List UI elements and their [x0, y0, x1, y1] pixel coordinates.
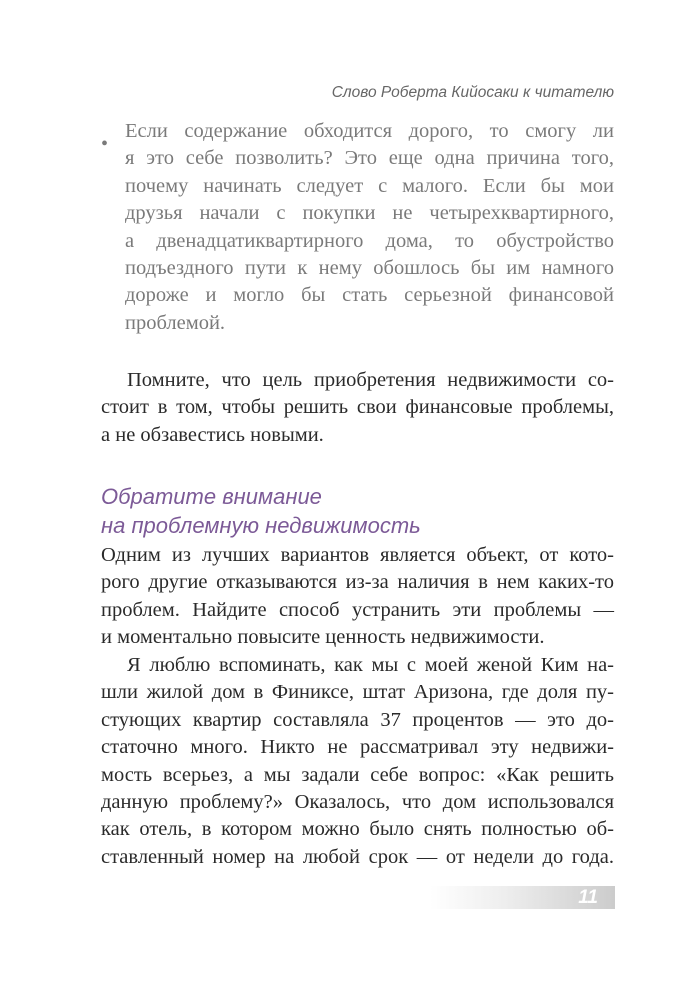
text-line: Одним из лучших вариантов является объект, от кото-	[101, 544, 614, 566]
text-line: подъездного пути к нему обошлось бы им намного	[125, 256, 614, 279]
paragraph	[101, 367, 614, 449]
text-line: а двенадцатиквартирного дома, то обустройство	[125, 229, 614, 252]
section-heading	[101, 482, 421, 540]
text-line: ставленный номер на любой срок — от недели до года.	[101, 845, 614, 868]
text-line: Помните, что цель приобретения недвижимости со-	[127, 369, 614, 391]
text-line: я это себе позволить? Это еще одна причина того,	[125, 147, 614, 170]
heading-line: на проблемную недвижимость	[101, 513, 421, 538]
text-line: Если содержание обходится дорого, то смогу ли	[125, 120, 614, 142]
text-line: Я люблю вспоминать, как мы с моей женой Ким на-	[127, 654, 614, 676]
text-line: мость всерьез, а мы задали себе вопрос: «Как решить	[101, 763, 614, 786]
text-line: рого другие отказываются из-за наличия в нем каких-то	[101, 571, 614, 594]
paragraph	[101, 542, 614, 652]
paragraph	[101, 652, 614, 871]
text-line: друзья начали с покупки не четырехквартирного,	[125, 202, 614, 225]
text-line: стующих квартир составляла 37 процентов — это до-	[101, 708, 614, 731]
text-line: шли жилой дом в Финиксе, штат Аризона, где доля пу-	[101, 681, 614, 704]
page-number: 11	[578, 887, 598, 908]
bullet-paragraph	[125, 118, 614, 337]
running-head: Слово Роберта Кийосаки к читателю	[331, 84, 614, 101]
text-line: проблем. Найдите способ устранить эти проблемы —	[101, 598, 614, 621]
heading-line: Обратите внимание	[101, 484, 322, 509]
text-line: почему начинать следует с малого. Если бы мои	[125, 174, 614, 197]
bullet-icon: •	[101, 133, 109, 155]
text-line: статочно много. Никто не рассматривал эту недвижи-	[101, 736, 614, 759]
text-line: и моментально повысите ценность недвижимости.	[101, 626, 545, 649]
text-line: дороже и могло бы стать серьезной финансовой	[125, 284, 614, 307]
page-number-bar	[430, 886, 615, 909]
text-line: как отель, в котором можно было снять полностью об-	[101, 818, 614, 841]
text-line: стоит в том, чтобы решить свои финансовые проблемы,	[101, 396, 614, 419]
text-line: проблемой.	[125, 311, 226, 334]
text-line: а не обзавестись новыми.	[101, 423, 324, 446]
text-line: данную проблему?» Оказалось, что дом использовался	[101, 790, 614, 813]
